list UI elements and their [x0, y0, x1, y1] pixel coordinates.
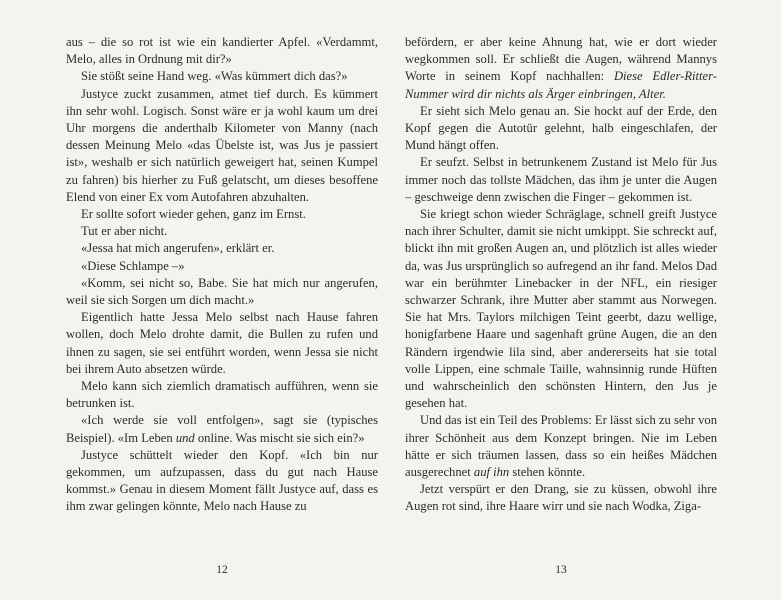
- paragraph: [405, 34, 717, 103]
- page-left-number: 12: [216, 564, 228, 576]
- text-run: aus – die so rot ist wie ein kandierter Apfel. «Verdammt, Melo, alles in Ordnung mit dir?»: [66, 35, 378, 67]
- text-run: Und das ist ein Teil des Problems: Er lässt sich zu sehr von ihrer Schönheit aus dem Konzept bringen. Nie im Leben hätte er sich träumen lassen, dass so ein heißes Mädchen ausgerechnet: [405, 413, 717, 480]
- paragraph: [66, 275, 378, 309]
- paragraph: [405, 103, 717, 155]
- paragraph: [66, 206, 378, 223]
- text-run: stehen könnte.: [509, 465, 586, 480]
- paragraph: [405, 206, 717, 412]
- paragraph: [66, 309, 378, 378]
- paragraph: [66, 378, 378, 412]
- page-left-text: [66, 34, 378, 516]
- text-run: «Komm, sei nicht so, Babe. Sie hat mich nur angerufen, weil sie sich Sorgen um dich macht.»: [66, 275, 378, 308]
- paragraph: [66, 68, 378, 85]
- paragraph: [405, 412, 717, 481]
- text-run: Tut er aber nicht.: [81, 224, 168, 239]
- italic-text-run: auf ihn: [473, 465, 510, 480]
- paragraph: [66, 258, 378, 275]
- italic-text-run: Diese Edler-Ritter-Nummer wird dir nichts als Ärger einbringen, Alter.: [405, 69, 717, 101]
- italic-text-run: und: [175, 430, 195, 445]
- paragraph: [405, 154, 717, 206]
- paragraph: [66, 86, 378, 206]
- paragraph: [66, 34, 378, 68]
- text-run: befördern, er aber keine Ahnung hat, wie er dort wieder wegkommen soll. Er schließt die Augen, während Mannys Worte in seinem Kopf nachhallen:: [405, 35, 717, 84]
- text-run: «Diese Schlampe –»: [81, 258, 185, 273]
- text-run: Sie stößt seine Hand weg. «Was kümmert dich das?»: [81, 69, 348, 84]
- text-run: «Jessa hat mich angerufen», erklärt er.: [81, 241, 275, 256]
- paragraph: [66, 223, 378, 240]
- text-run: Sie kriegt schon wieder Schräglage, schnell greift Justyce nach ihrer Schulter, damit sie nicht umkippt. Sie schreckt auf, blickt ihn mit großen Augen an, und plötzlich ist alles wieder da, was Jus ursprünglich so aufregend an ihr fand. Melos Dad war ein berühmter Linebacker in der NFL, ein riesiger schwarzer Schrank, ihre Mutter aber stammt aus Norwegen. Sie hat Mrs. Taylors milchigen Teint geerbt, dazu wellige, honigfarbene Haare und sagenhaft grüne Augen, die an den Rändern irgendwie lila sind, aber andererseits hat sie total volle Lippen, eine schmale Taille, wahnsinnig runde Hüften und wahrscheinlich den schönsten Hintern, den Jus je gesehen hat.: [405, 207, 717, 411]
- text-run: «Ich werde sie voll entfolgen», sagt sie (typisches Beispiel). «Im Leben: [66, 413, 378, 445]
- paragraph: [66, 240, 378, 257]
- page-right-number: 13: [555, 564, 567, 576]
- page-right: [405, 34, 717, 600]
- paragraph: [66, 447, 378, 516]
- page-right-text: [405, 34, 717, 516]
- text-run: Er sieht sich Melo genau an. Sie hockt auf der Erde, den Kopf gegen die Autotür gelehnt, halb eingeschlafen, der Mund hängt offen.: [405, 103, 717, 153]
- text-run: Justyce zuckt zusammen, atmet tief durch. Es kümmert ihn sehr wohl. Logisch. Sonst wäre er ja wohl kaum um drei Uhr morgens die anderthalb Kilometer von Manny (nach dessen Meinung Melo «das Übelste ist, was Jus je passiert ist», weshalb er sich natürlich geweigert hat, seinen Kumpel zu fahren) bis hierher zu Fuß gelatscht, um dieses besoffene Elend von einer Ex vom Autofahren abzuhalten.: [66, 86, 378, 204]
- text-run: Melo kann sich ziemlich dramatisch aufführen, wenn sie betrunken ist.: [66, 379, 378, 411]
- text-run: Jetzt verspürt er den Drang, sie zu küssen, obwohl ihre Augen rot sind, ihre Haare wirr und sie nach Wodka, Ziga-: [405, 482, 717, 514]
- text-run: Er sollte sofort wieder gehen, ganz im Ernst.: [81, 207, 306, 222]
- text-run: Justyce schüttelt wieder den Kopf. «Ich bin nur gekommen, um aufzupassen, dass du gut nach Hause kommst.» Genau in diesem Moment fällt Justyce auf, dass es ihm zwar gelingen könnte, Melo nach Hause zu: [66, 447, 378, 514]
- text-run: Er seufzt. Selbst in betrunkenem Zustand ist Melo für Jus immer noch das tollste Mädchen, das ihm je unter die Augen – geschweige denn zwischen die Finger – gekommen ist.: [405, 155, 717, 204]
- text-run: Eigentlich hatte Jessa Melo selbst nach Hause fahren wollen, doch Melo drohte damit, die Bullen zu rufen und ihnen zu sagen, sie sei entführt worden, wenn Jessa sie nicht bei ihrem Auto absetzen würde.: [66, 310, 378, 376]
- paragraph: [66, 412, 378, 446]
- paragraph: [405, 481, 717, 515]
- page-left: [66, 34, 378, 600]
- text-run: online. Was mischt sie sich ein?»: [194, 430, 365, 445]
